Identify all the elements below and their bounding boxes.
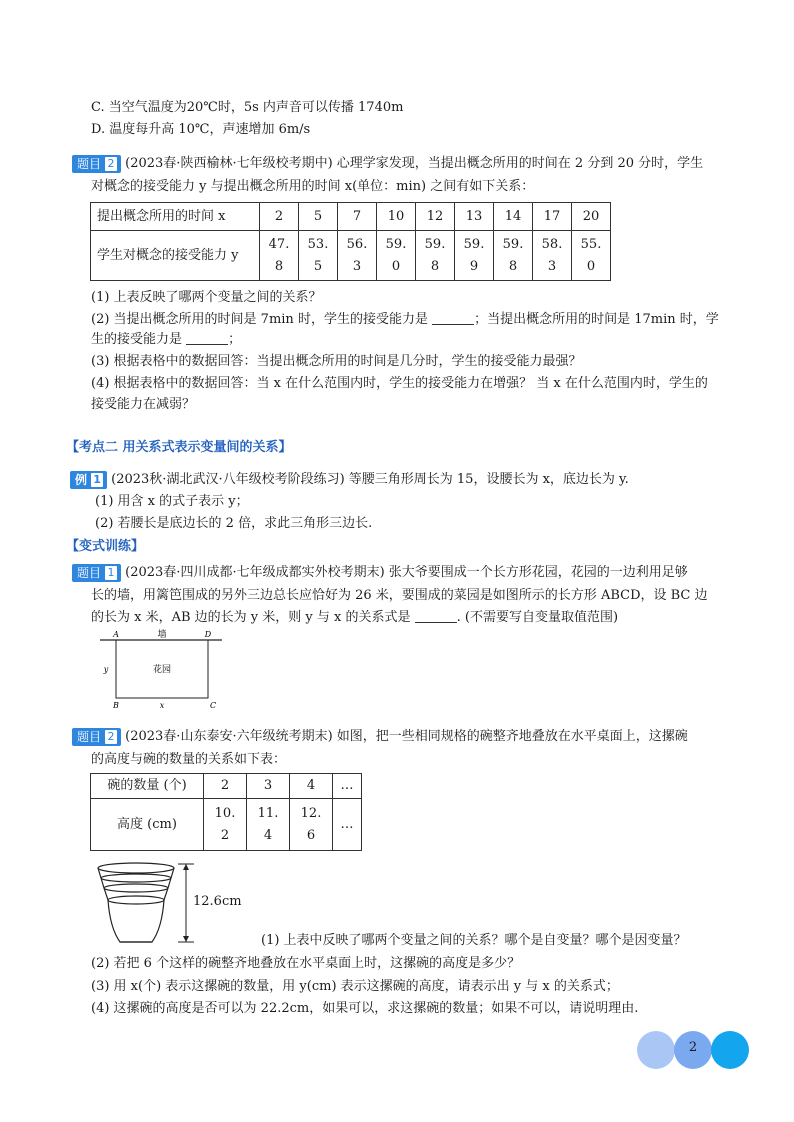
garden-figure: [96, 628, 226, 714]
height-label: 12.6cm: [193, 894, 242, 909]
q2-table-header-x: 提出概念所用的时间 x: [91, 203, 260, 231]
page-bubble-right: [711, 1031, 749, 1069]
v2-line1: 题目 2 (2023春·山东泰安·六年级统考期末) 如图，把一些相同规格的碗整齐地叠放在水平桌面上，这摞碗: [72, 727, 688, 747]
v1-line3: 的长为 x 米，AB 边的长为 y 米，则 y 与 x 的关系式是 . (不需要写自变量取值范围): [91, 610, 619, 625]
table-cell: 59. 8: [494, 231, 533, 281]
table-cell: 53. 5: [299, 231, 338, 281]
table-cell: 3: [247, 774, 290, 799]
v1-line1: 题目 1 (2023春·四川成都·七年级成都实外校考期末) 张大爷要围成一个长方形花园，花园的一边利用足够: [72, 563, 688, 583]
label-x: x: [159, 701, 165, 710]
v2-sub4: (4) 这摞碗的高度是否可以为 22.2cm，如果可以，求这摞碗的数量；如果不可以，请说明理由.: [91, 1001, 639, 1016]
page-bubble-left: [637, 1031, 675, 1069]
v1-line2: 长的墙，用篱笆围成的另外三边总长应恰好为 26 米，要围成的菜园是如图所示的长方形 ABCD，设 BC 边: [91, 588, 708, 603]
table-cell: 59. 8: [416, 231, 455, 281]
ex1-sub1: (1) 用含 x 的式子表示 y；: [95, 494, 249, 509]
q2-line1: 题目 2 (2023春·陕西榆林·七年级校考期中) 心理学家发现，当提出概念所用的时间在 2 分到 20 分时，学生: [72, 154, 703, 174]
v1-tag: 题目 1: [72, 564, 121, 582]
table-cell: 2: [260, 203, 299, 231]
table-cell: 11. 4: [247, 799, 290, 851]
q2-line2: 对概念的接受能力 y 与提出概念所用的时间 x(单位：min) 之间有如下关系：: [91, 179, 535, 194]
table-cell: 12. 6: [290, 799, 333, 851]
q2-sub1: (1) 上表反映了哪两个变量之间的关系？: [91, 290, 322, 305]
label-garden: 花园: [152, 665, 172, 675]
table-cell: 58. 3: [533, 231, 572, 281]
label-a: A: [113, 630, 119, 639]
answer-blank[interactable]: [415, 608, 457, 623]
v2-table-header-height: 高度 (cm): [91, 799, 204, 851]
q2-table: [90, 202, 611, 281]
option-d: D. 温度每升高 10℃，声速增加 6m/s: [91, 122, 311, 137]
table-cell: 59. 9: [455, 231, 494, 281]
ex1-sub2: (2) 若腰长是底边长的 2 倍，求此三角形三边长.: [95, 516, 373, 531]
q2-sub4: (4) 根据表格中的数据回答：当 x 在什么范围内时，学生的接受能力在增强？ 当 x 在什么范围内时，学生的: [91, 376, 708, 391]
table-cell: 10. 2: [204, 799, 247, 851]
q2-sub2-cont: 生的接受能力是 ；: [91, 332, 242, 347]
v2-line2: 的高度与碗的数量的关系如下表：: [91, 752, 287, 767]
v2-table-header-count: 碗的数量 (个): [91, 774, 204, 799]
section-heading: 【考点二 用关系式表示变量间的关系】: [66, 440, 292, 455]
table-cell: 10: [377, 203, 416, 231]
q2-sub4-cont: 接受能力在减弱？: [91, 397, 196, 412]
variant-heading: 【变式训练】: [66, 539, 145, 554]
table-cell: 12: [416, 203, 455, 231]
table-cell: 7: [338, 203, 377, 231]
table-cell: …: [333, 774, 362, 799]
table-cell: 17: [533, 203, 572, 231]
table-cell: 13: [455, 203, 494, 231]
label-c: C: [209, 701, 217, 710]
label-wall: 墙: [157, 630, 167, 640]
q2-sub3: (3) 根据表格中的数据回答：当提出概念所用的时间是几分时，学生的接受能力最强？: [91, 354, 582, 369]
label-y: y: [103, 665, 109, 674]
table-cell: 4: [290, 774, 333, 799]
table-cell: 56. 3: [338, 231, 377, 281]
v2-sub2: (2) 若把 6 个这样的碗整齐地叠放在水平桌面上时，这摞碗的高度是多少？: [91, 956, 521, 971]
ex1-line1: 例 1 (2023秋·湖北武汉·八年级校考阶段练习) 等腰三角形周长为 15，设腰长为 x，底边长为 y.: [70, 470, 629, 490]
table-cell: …: [333, 799, 362, 851]
v2-table: [90, 773, 362, 851]
q2-sub2: (2) 当提出概念所用的时间是 7min 时，学生的接受能力是 ；当提出概念所用的时间是 17min 时，学: [91, 312, 719, 327]
page-number: 2: [688, 1040, 698, 1055]
answer-blank[interactable]: [432, 310, 474, 325]
label-b: B: [113, 701, 119, 710]
label-d: D: [204, 630, 212, 639]
table-cell: 14: [494, 203, 533, 231]
table-cell: 5: [299, 203, 338, 231]
v2-sub3: (3) 用 x(个) 表示这摞碗的数量，用 y(cm) 表示这摞碗的高度，请表示出 y 与 x 的关系式；: [91, 979, 619, 994]
table-cell: 2: [204, 774, 247, 799]
table-cell: 47. 8: [260, 231, 299, 281]
table-cell: 55. 0: [572, 231, 611, 281]
q2-tag: 题目 2: [72, 155, 121, 173]
table-cell: 20: [572, 203, 611, 231]
ex1-tag: 例 1: [70, 471, 107, 489]
option-c: C. 当空气温度为20℃时，5s 内声音可以传播 1740m: [91, 100, 404, 115]
v2-sub1: (1) 上表中反映了哪两个变量之间的关系？哪个是自变量？哪个是因变量？: [261, 933, 687, 948]
v2-tag: 题目 2: [72, 728, 121, 746]
answer-blank[interactable]: [186, 330, 228, 345]
table-cell: 59. 0: [377, 231, 416, 281]
q2-table-header-y: 学生对概念的接受能力 y: [91, 231, 260, 281]
